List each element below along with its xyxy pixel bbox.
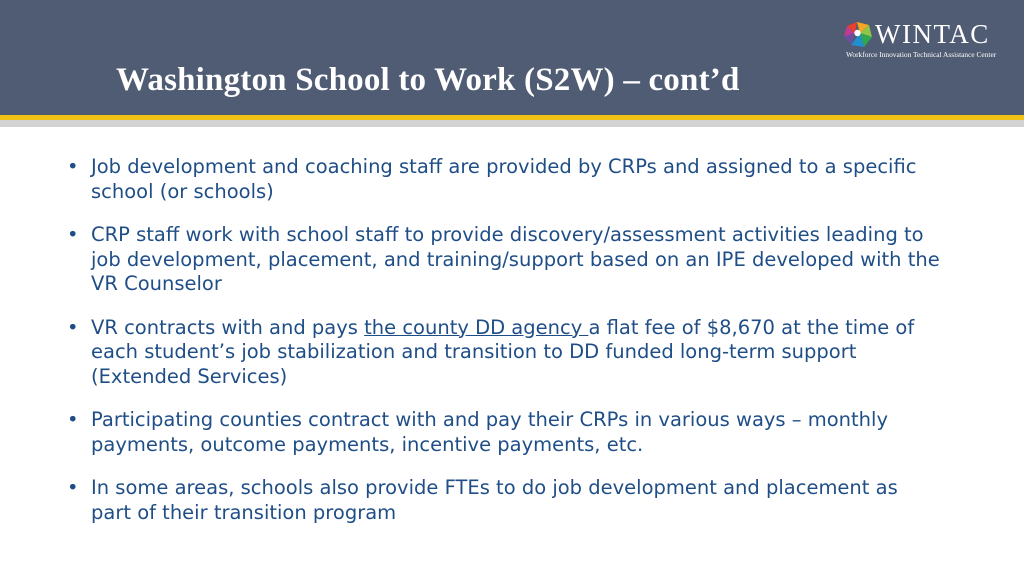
county-dd-agency-link[interactable]: the county DD agency <box>364 315 589 339</box>
bullet-text-before-link: VR contracts with and pays <box>91 315 365 339</box>
bullet-marker: • <box>67 155 79 178</box>
bullet-text: Job development and coaching staff are provided by CRPs and assigned to a specific school (or schools) <box>91 155 917 203</box>
header-divider <box>0 120 1024 127</box>
wintac-logo-icon <box>843 20 873 48</box>
slide-title: Washington School to Work (S2W) – cont’d <box>116 62 740 98</box>
bullet-text-after-link: a flat fee of $8,670 at the time of each student’s job stabilization and transition to DD funded long-term support (Extended Services) <box>91 315 915 388</box>
bullet-item <box>60 155 940 204</box>
wintac-logo <box>843 18 1015 62</box>
bullet-list <box>60 155 940 544</box>
bullet-item <box>60 316 940 390</box>
bullet-text: In some areas, schools also provide FTEs to do job development and placement as part of their transition program <box>91 476 898 524</box>
bullet-marker: • <box>67 476 79 499</box>
bullet-item <box>60 223 940 297</box>
bullet-item <box>60 476 940 525</box>
bullet-marker: • <box>67 408 79 431</box>
bullet-text: CRP staff work with school staff to provide discovery/assessment activities leading to job development, placement, and training/support based on an IPE developed with the VR Counselor <box>91 223 940 295</box>
bullet-item <box>60 408 940 457</box>
logo-wordmark: WINTAC <box>875 19 990 49</box>
bullet-marker: • <box>67 223 79 246</box>
logo-tagline: Workforce Innovation Technical Assistance Center <box>846 50 997 59</box>
bullet-text: Participating counties contract with and pay their CRPs in various ways – monthly payments, outcome payments, incentive payments, etc. <box>91 408 888 456</box>
bullet-marker: • <box>67 315 79 339</box>
